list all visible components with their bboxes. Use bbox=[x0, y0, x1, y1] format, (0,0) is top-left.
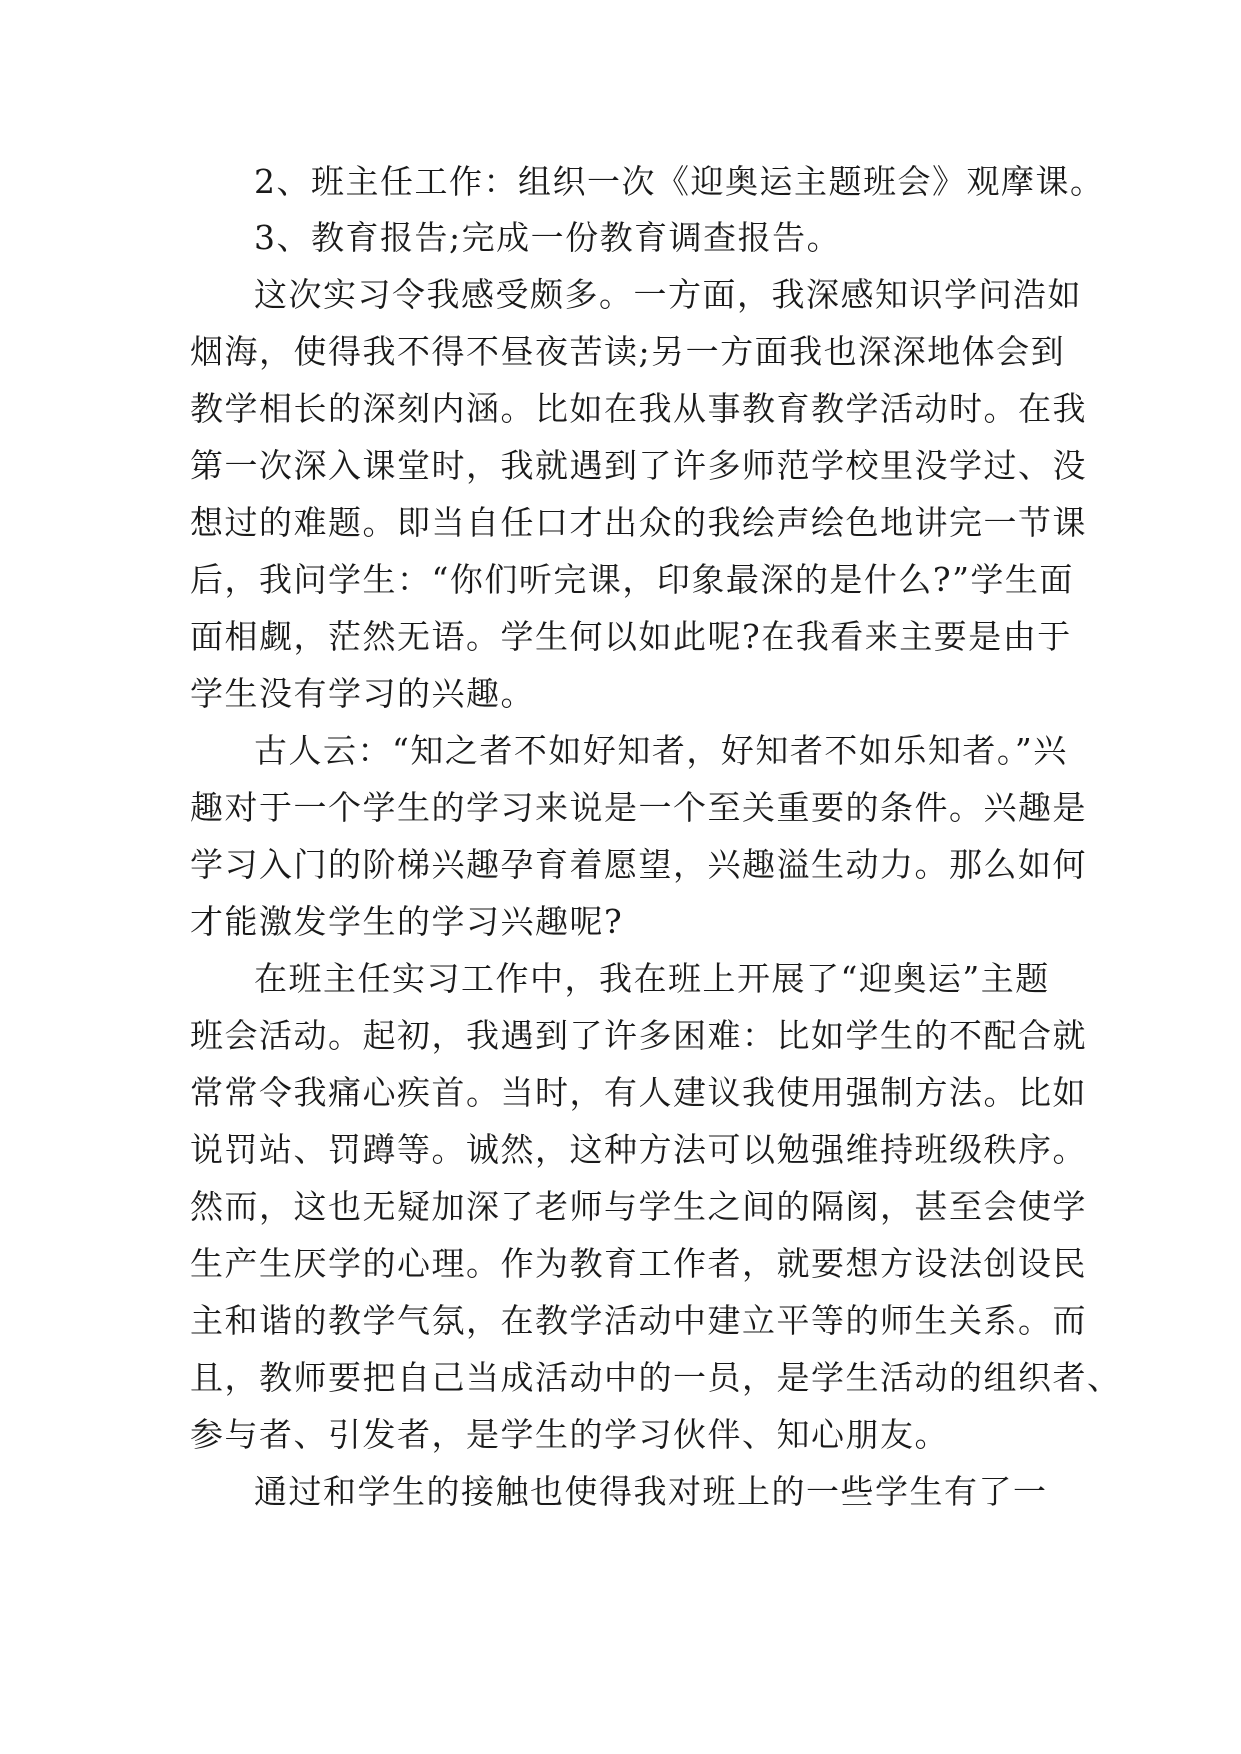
text-line: 后，我问学生：“你们听完课，印象最深的是什么?”学生面 bbox=[190, 560, 1074, 599]
text-line: 这次实习令我感受颇多。一方面，我深感知识学问浩如 bbox=[254, 275, 1082, 314]
text-line: 第一次深入课堂时，我就遇到了许多师范学校里没学过、没 bbox=[190, 446, 1087, 485]
text-line: 烟海，使得我不得不昼夜苦读;另一方面我也深深地体会到 bbox=[190, 332, 1066, 371]
text-line: 班会活动。起初，我遇到了许多困难：比如学生的不配合就 bbox=[190, 1016, 1087, 1055]
text-line: 说罚站、罚蹲等。诚然，这种方法可以勉强维持班级秩序。 bbox=[190, 1130, 1087, 1169]
text-line: 学生没有学习的兴趣。 bbox=[190, 674, 535, 713]
text-line: 学习入门的阶梯兴趣孕育着愿望，兴趣溢生动力。那么如何 bbox=[190, 845, 1087, 884]
text-line: 常常令我痛心疾首。当时，有人建议我使用强制方法。比如 bbox=[190, 1073, 1087, 1112]
text-line: 趣对于一个学生的学习来说是一个至关重要的条件。兴趣是 bbox=[190, 788, 1087, 827]
text-line: 面相觑，茫然无语。学生何以如此呢?在我看来主要是由于 bbox=[190, 617, 1072, 656]
text-line: 参与者、引发者，是学生的学习伙伴、知心朋友。 bbox=[190, 1415, 949, 1454]
text-line: 古人云：“知之者不如好知者，好知者不如乐知者。”兴 bbox=[254, 731, 1068, 770]
text-line: 生产生厌学的心理。作为教育工作者，就要想方设法创设民 bbox=[190, 1244, 1087, 1283]
text-line: 想过的难题。即当自任口才出众的我绘声绘色地讲完一节课 bbox=[190, 503, 1087, 542]
text-line: 然而，这也无疑加深了老师与学生之间的隔阂，甚至会使学 bbox=[190, 1187, 1087, 1226]
text-line: 2、班主任工作：组织一次《迎奥运主题班会》观摩课。 bbox=[254, 162, 1105, 201]
text-line: 且，教师要把自己当成活动中的一员，是学生活动的组织者、 bbox=[190, 1358, 1122, 1397]
text-line: 在班主任实习工作中，我在班上开展了“迎奥运”主题 bbox=[254, 959, 1050, 998]
text-line: 才能激发学生的学习兴趣呢? bbox=[190, 902, 624, 941]
text-line: 教学相长的深刻内涵。比如在我从事教育教学活动时。在我 bbox=[190, 389, 1087, 428]
text-line: 通过和学生的接触也使得我对班上的一些学生有了一 bbox=[254, 1472, 1048, 1511]
text-line: 3、教育报告;完成一份教育调查报告。 bbox=[254, 218, 842, 257]
text-line: 主和谐的教学气氛，在教学活动中建立平等的师生关系。而 bbox=[190, 1301, 1087, 1340]
